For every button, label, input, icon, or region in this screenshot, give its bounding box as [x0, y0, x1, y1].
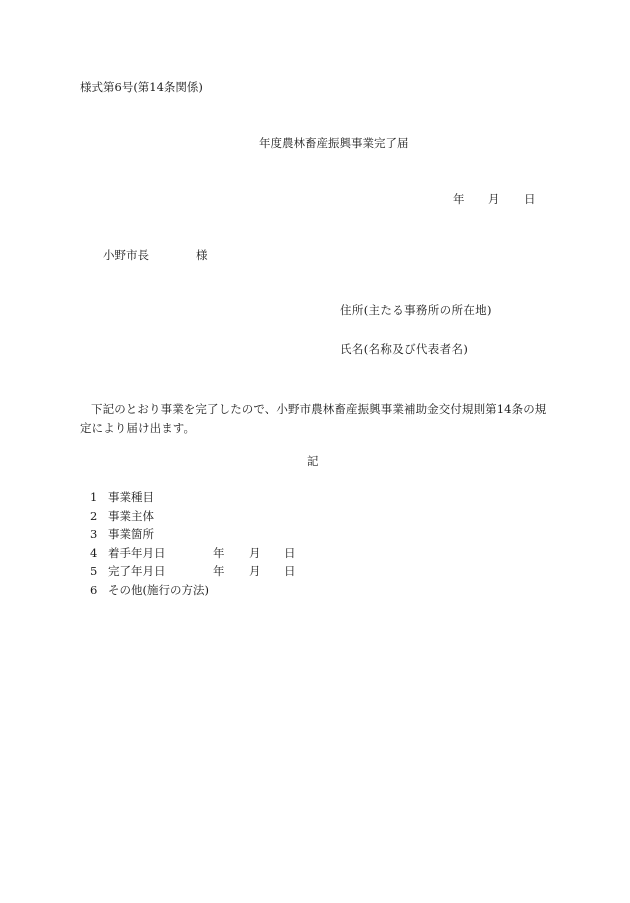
start-day-label: 日 [284, 545, 296, 560]
applicant-address-label: 住所(主たる事務所の所在地) [340, 303, 492, 317]
form-number: 様式第6号(第14条関係) [80, 80, 203, 94]
item-label: 事業種目 [108, 490, 154, 504]
item-number: 5 [90, 564, 98, 579]
item-number: 3 [90, 527, 98, 542]
list-item [90, 564, 296, 584]
item-label: 事業主体 [108, 508, 154, 523]
item-number: 6 [90, 582, 98, 597]
list-item [90, 545, 296, 566]
list-item [90, 528, 209, 547]
completion-year-label: 年 [213, 564, 225, 579]
document-title: 年度農林畜産振興事業完了届 [259, 136, 409, 150]
item-number: 4 [90, 545, 98, 560]
ki-heading: 記 [307, 454, 319, 468]
item-label: 事業箇所 [108, 527, 154, 542]
date-year-label: 年 [453, 192, 465, 206]
start-month-label: 月 [249, 545, 261, 560]
completion-day-label: 日 [284, 564, 296, 579]
date-month-label: 月 [488, 192, 500, 206]
applicant-name-label: 氏名(名称及び代表者名) [340, 342, 469, 356]
date-day-label: 日 [524, 192, 536, 206]
list-item [90, 491, 209, 510]
completion-month-label: 月 [249, 564, 261, 579]
list-item [90, 510, 209, 529]
addressee-honorific: 様 [196, 248, 208, 262]
start-year-label: 年 [213, 545, 225, 560]
item-label: その他(施行の方法) [108, 582, 209, 597]
list-item [90, 584, 209, 603]
item-number: 2 [90, 508, 98, 523]
item-list [90, 490, 296, 603]
item-label: 着手年月日 [108, 545, 166, 560]
item-number: 1 [90, 490, 98, 504]
body-text: 下記のとおり事業を完了したので、小野市農林畜産振興事業補助金交付規則第14条の規定により届け出ます。 [80, 402, 547, 435]
addressee-name: 小野市長 [103, 248, 149, 262]
item-label: 完了年月日 [108, 564, 166, 579]
